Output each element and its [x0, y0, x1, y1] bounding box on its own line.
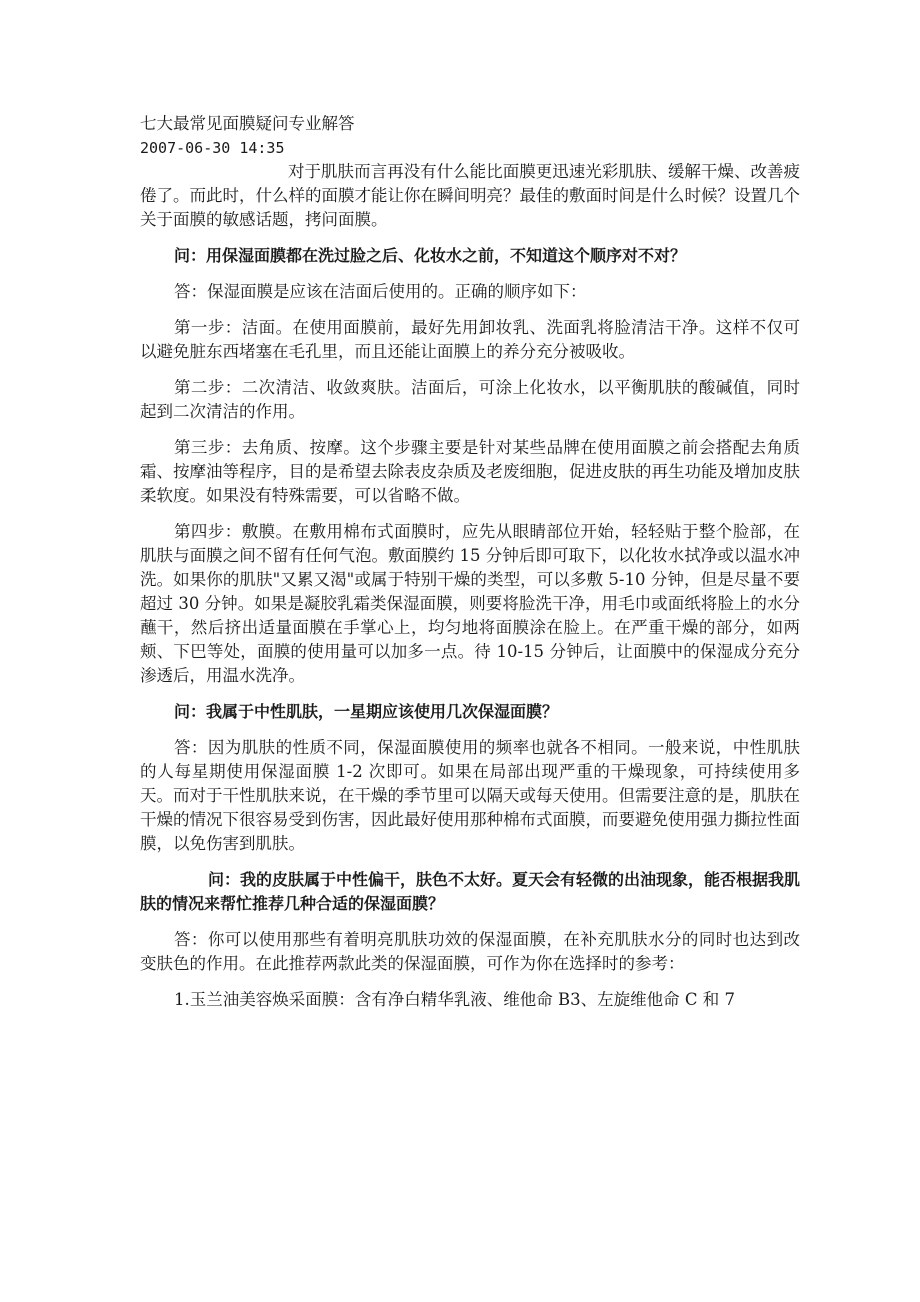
- article-datetime: 2007-06-30 14:35: [140, 139, 285, 157]
- recommendation-item-1: 1.玉兰油美容焕采面膜：含有净白精华乳液、维他命 B3、左旋维他命 C 和 7: [174, 990, 735, 1009]
- answer-1: 答：保湿面膜是应该在洁面后使用的。正确的顺序如下：: [174, 282, 587, 301]
- question-2: 问：我属于中性肌肤，一星期应该使用几次保湿面膜？: [174, 702, 559, 721]
- answer-2: 答：因为肌肤的性质不同，保湿面膜使用的频率也就各不相同。一般来说，中性肌肤的人每星期使用保湿面膜 1-2 次即可。如果在局部出现严重的干燥现象，可持续使用多天。而对于干性肌肤来说，在干燥的季节里可以隔天或每天使用。但需要注意的是，肌肤在干燥的情况下很容易受到伤害，因此最好使用那种棉布式面膜，而要避免使用强力撕拉性面膜，以免伤害到肌肤。: [140, 738, 800, 853]
- article-title: 七大最常见面膜疑问专业解答: [140, 114, 355, 133]
- intro-paragraph: 对于肌肤而言再没有什么能比面膜更迅速光彩肌肤、缓解干燥、改善疲倦了。而此时，什么样的面膜才能让你在瞬间明亮？最佳的敷面时间是什么时候？设置几个关于面膜的敏感话题，拷问面膜。: [140, 162, 800, 229]
- question-1: 问：用保湿面膜都在洗过脸之后、化妆水之前，不知道这个顺序对不对？: [174, 246, 687, 265]
- step-3-paragraph: 第三步：去角质、按摩。这个步骤主要是针对某些品牌在使用面膜之前会搭配去角质霜、按摩油等程序，目的是希望去除表皮杂质及老废细胞，促进皮肤的再生功能及增加皮肤柔软度。如果没有特殊需要，可以省略不做。: [140, 438, 800, 505]
- step-4-paragraph: 第四步：敷膜。在敷用棉布式面膜时，应先从眼睛部位开始，轻轻贴于整个脸部，在肌肤与面膜之间不留有任何气泡。敷面膜约 15 分钟后即可取下，以化妆水拭净或以温水冲洗。如果你的肌肤"又累又渴"或属于特别干燥的类型，可以多敷 5-10 分钟，但是尽量不要超过 30 分钟。如果是凝胶乳霜类保湿面膜，则要将脸洗干净，用毛巾或面纸将脸上的水分蘸干，然后挤出适量面膜在手掌心上，均匀地将面膜涂在脸上。在严重干燥的部分，如两颊、下巴等处，面膜的使用量可以加多一点。待 10-15 分钟后，让面膜中的保湿成分充分渗透后，用温水洗净。: [140, 522, 800, 685]
- question-3: 问：我的皮肤属于中性偏干，肤色不太好。夏天会有轻微的出油现象，能否根据我肌肤的情况来帮忙推荐几种合适的保湿面膜？: [140, 870, 801, 913]
- document-body: [140, 112, 800, 1024]
- step-1-paragraph: 第一步：洁面。在使用面膜前，最好先用卸妆乳、洗面乳将脸清洁干净。这样不仅可以避免脏东西堵塞在毛孔里，而且还能让面膜上的养分充分被吸收。: [140, 318, 800, 361]
- step-2-paragraph: 第二步：二次清洁、收敛爽肤。洁面后，可涂上化妆水，以平衡肌肤的酸碱值，同时起到二次清洁的作用。: [140, 378, 800, 421]
- answer-3: 答：你可以使用那些有着明亮肌肤功效的保湿面膜，在补充肌肤水分的同时也达到改变肤色的作用。在此推荐两款此类的保湿面膜，可作为你在选择时的参考：: [140, 930, 800, 973]
